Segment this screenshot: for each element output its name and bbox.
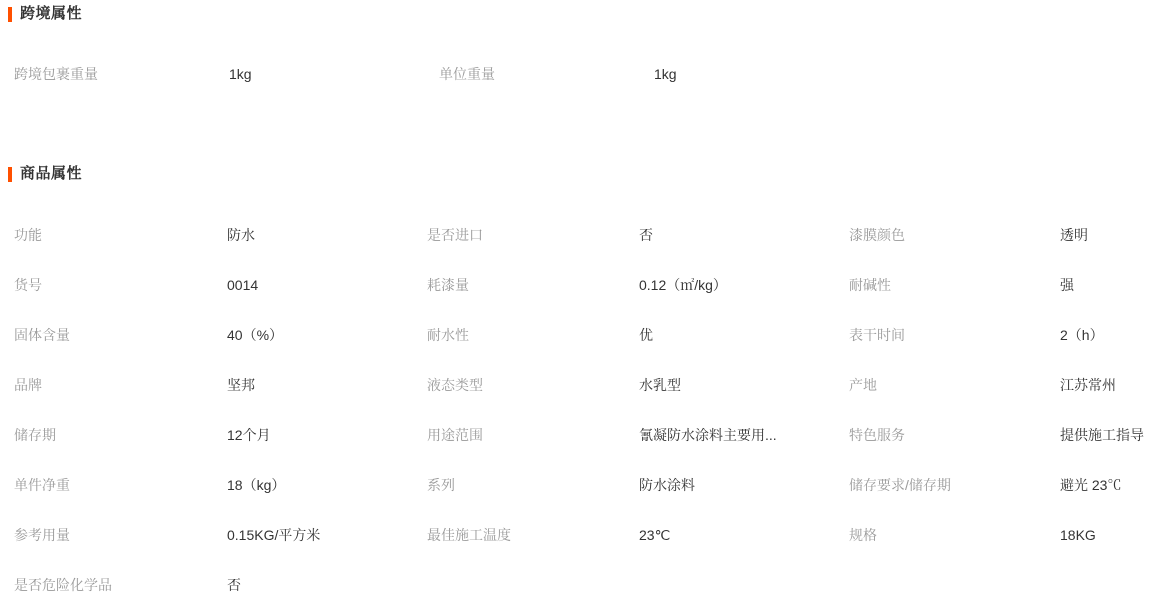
section-header-product [8, 166, 82, 182]
attribute-value: 防水 [227, 227, 255, 243]
attribute-value: 氰凝防水涂料主要用... [639, 427, 777, 443]
attribute-value: 18（kg） [227, 477, 286, 493]
attribute-value: 水乳型 [639, 377, 681, 393]
attribute-value: 1kg [654, 66, 677, 82]
attribute-label: 跨境包裹重量 [14, 66, 98, 82]
attribute-label: 产地 [849, 377, 877, 393]
empty-cell [1060, 560, 1172, 610]
attribute-label: 功能 [14, 227, 42, 243]
attribute-value: 江苏常州 [1060, 377, 1116, 393]
attribute-value: 0014 [227, 277, 259, 293]
attribute-label: 储存期 [14, 427, 56, 443]
attribute-label: 固体含量 [14, 327, 70, 343]
attribute-label: 特色服务 [849, 427, 905, 443]
attribute-label: 耐水性 [427, 327, 469, 343]
attribute-value: 2（h） [1060, 327, 1104, 343]
attribute-label: 是否进口 [427, 227, 483, 243]
attribute-value: 0.12（㎡/kg） [639, 277, 727, 293]
empty-cell [849, 560, 1060, 610]
attribute-label: 表干时间 [849, 327, 905, 343]
attribute-value: 23℃ [639, 527, 671, 543]
section-accent-bar [8, 167, 12, 182]
attribute-value: 透明 [1060, 227, 1088, 243]
attribute-value: 避光 23℃ [1060, 477, 1122, 493]
attribute-value: 1kg [229, 66, 252, 82]
product-attribute-grid [14, 210, 1172, 610]
attribute-value: 否 [639, 227, 653, 243]
attribute-value: 优 [639, 327, 653, 343]
attribute-label: 品牌 [14, 377, 42, 393]
attribute-value: 40（%） [227, 327, 284, 343]
cross-border-attribute-grid [14, 60, 1164, 88]
attribute-label: 参考用量 [14, 527, 70, 543]
attribute-label: 用途范围 [427, 427, 483, 443]
attribute-label: 储存要求/储存期 [849, 477, 951, 493]
section-accent-bar [8, 7, 12, 22]
attribute-label: 最佳施工温度 [427, 527, 511, 543]
attribute-value: 防水涂料 [639, 477, 695, 493]
attribute-label: 漆膜颜色 [849, 227, 905, 243]
attribute-value: 18KG [1060, 527, 1096, 543]
attribute-value: 强 [1060, 277, 1074, 293]
empty-cell [427, 560, 639, 610]
attribute-label: 液态类型 [427, 377, 483, 393]
section-title-text: 跨境属性 [20, 6, 83, 22]
attribute-label: 规格 [849, 527, 877, 543]
attribute-label: 系列 [427, 477, 455, 493]
attribute-label: 耗漆量 [427, 277, 469, 293]
attribute-label: 货号 [14, 277, 42, 293]
section-title-text: 商品属性 [20, 166, 83, 182]
attribute-value: 0.15KG/平方米 [227, 527, 321, 543]
attribute-label: 单位重量 [439, 66, 495, 82]
attribute-label: 耐碱性 [849, 277, 891, 293]
empty-cell [639, 560, 849, 610]
attribute-label: 是否危险化学品 [14, 577, 112, 593]
attribute-value: 否 [227, 577, 241, 593]
attribute-value: 12个月 [227, 427, 271, 443]
section-header-cross-border [8, 6, 82, 22]
attribute-value: 提供施工指导 [1060, 427, 1144, 443]
attribute-label: 单件净重 [14, 477, 70, 493]
attribute-value: 坚邦 [227, 377, 255, 393]
